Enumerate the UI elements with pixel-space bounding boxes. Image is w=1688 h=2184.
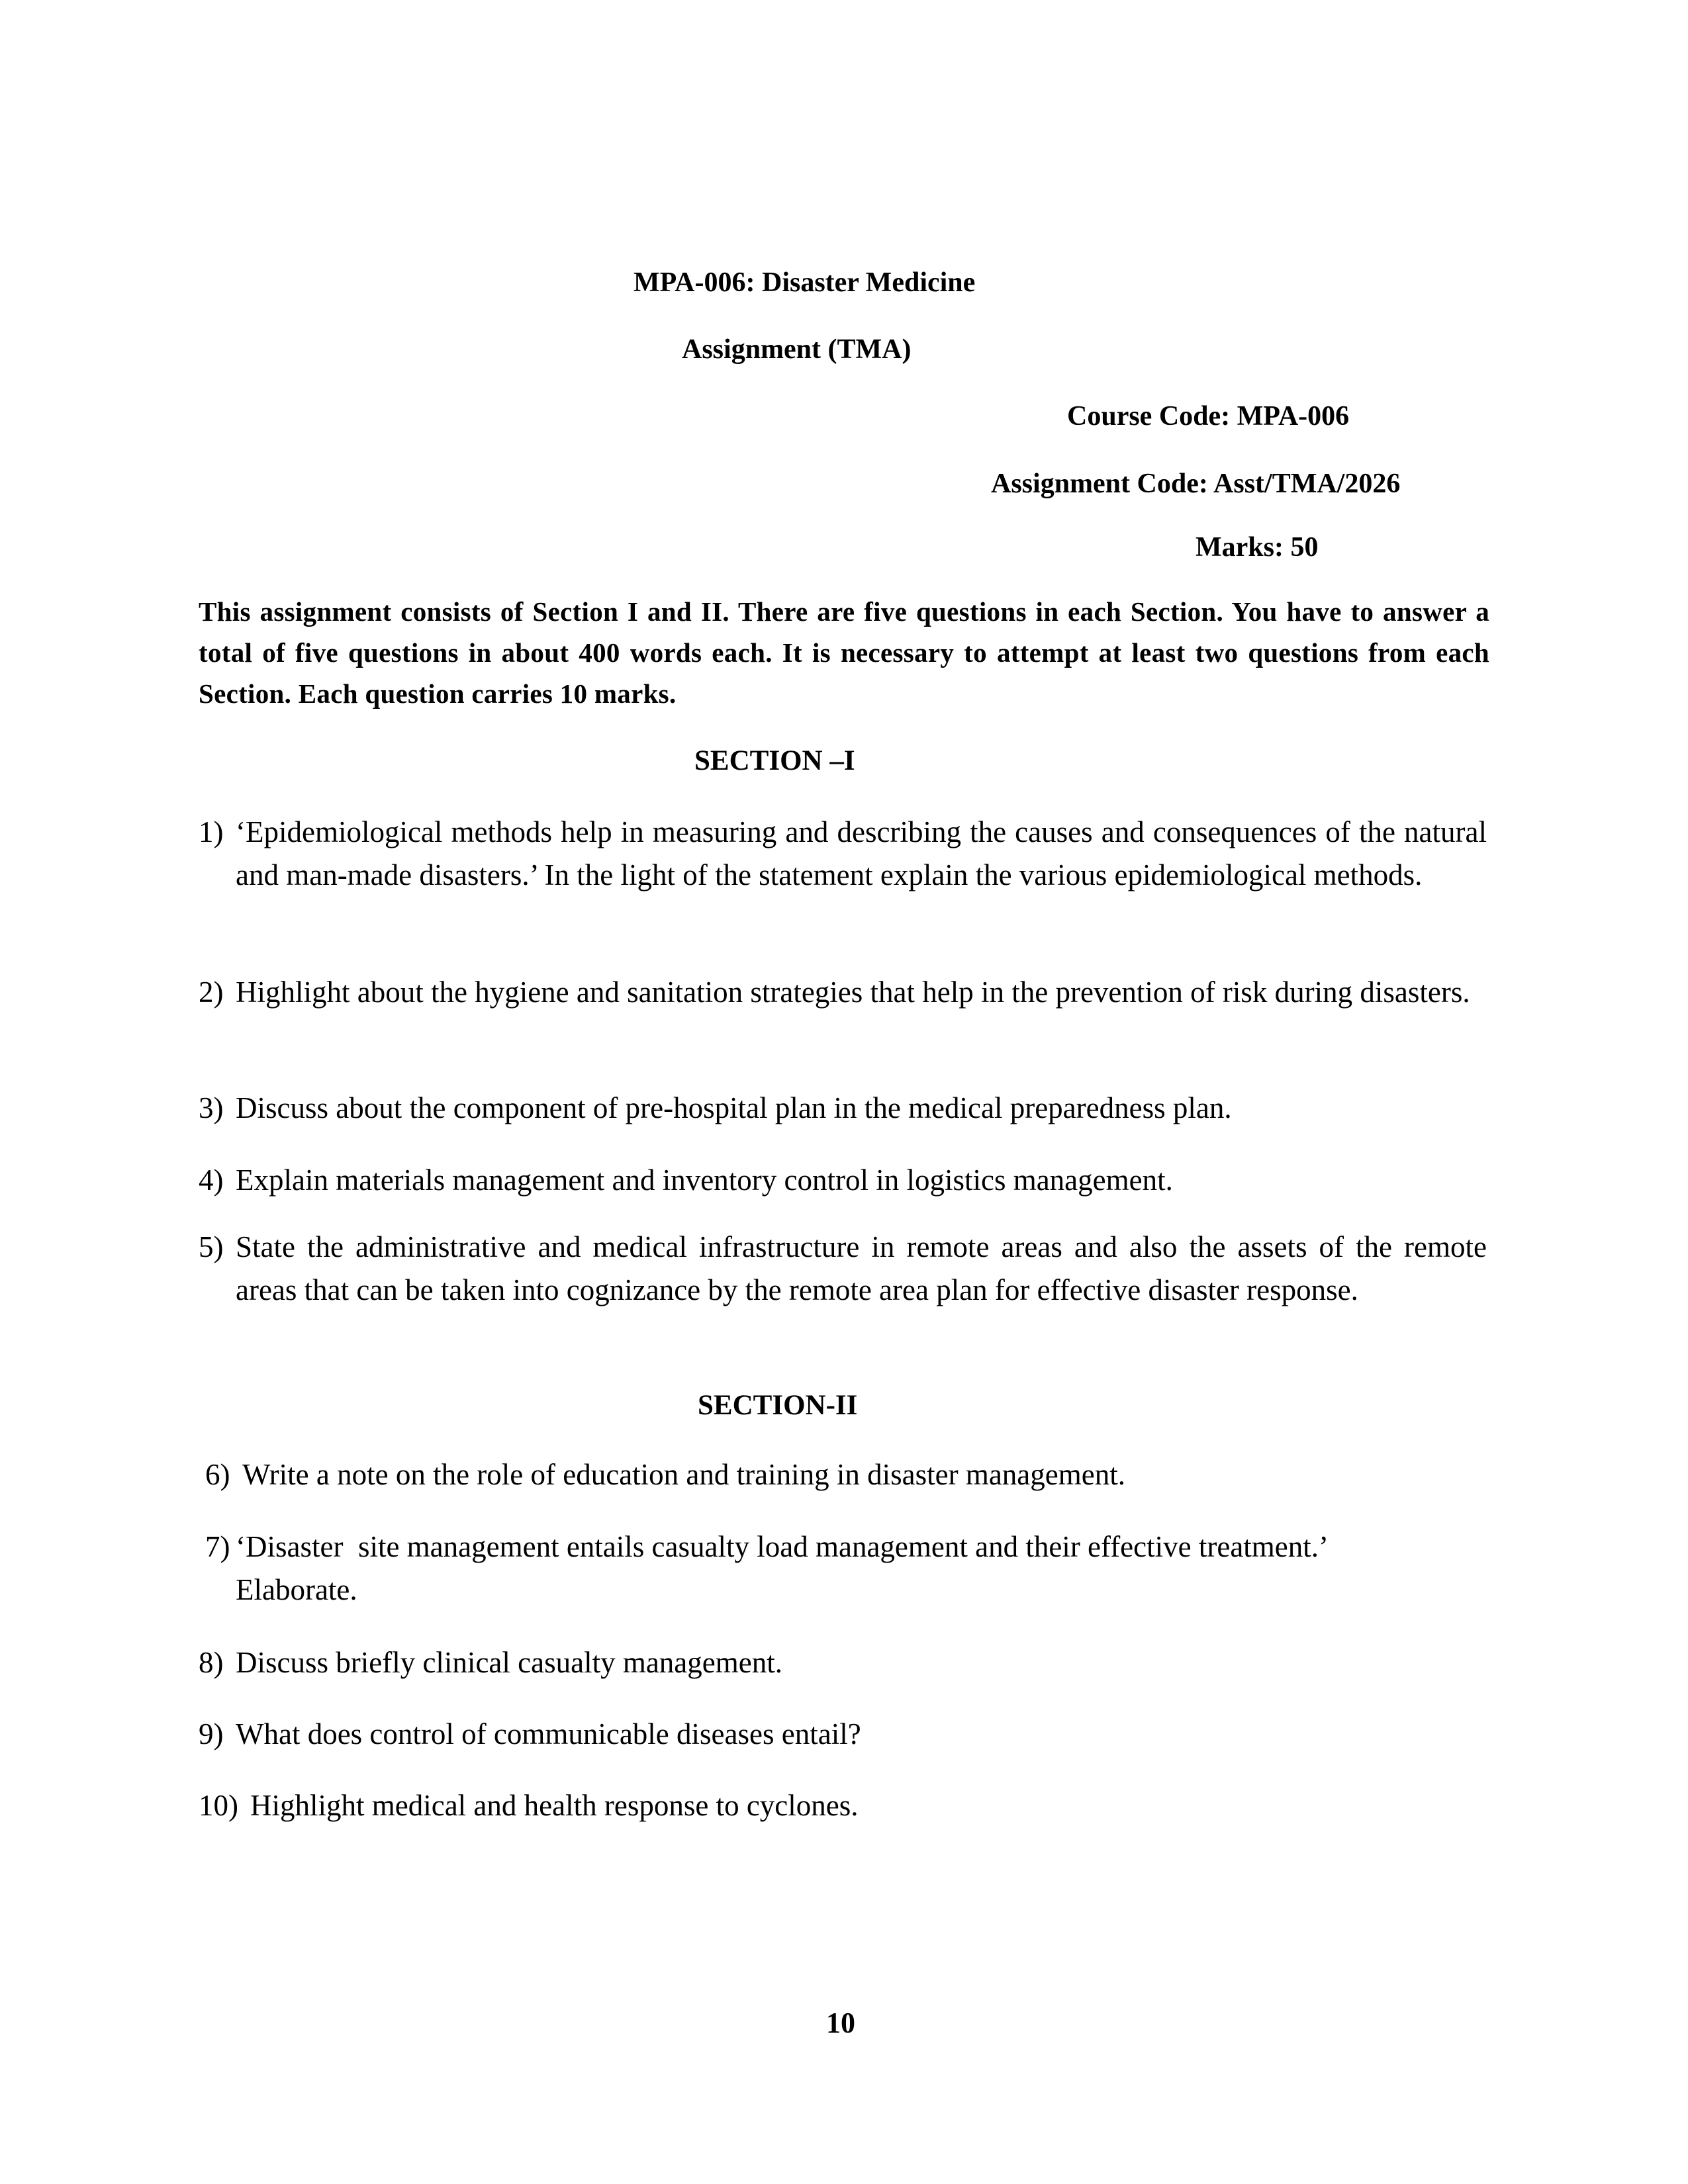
question-text: Write a note on the role of education and training in disaster management. bbox=[242, 1458, 1125, 1491]
question-number: 4) bbox=[199, 1163, 224, 1197]
instructions-paragraph: This assignment consists of Section I and II. There are five questions in each Section. You have to answer a total of five questions in about 400 words each. It is necessary to attempt at least two questions from each Section. Each question carries 10 marks. bbox=[199, 596, 1489, 709]
question-number: 10) bbox=[199, 1789, 238, 1822]
question-number: 7) bbox=[205, 1530, 230, 1563]
question-item bbox=[199, 811, 1487, 897]
section-heading-1: SECTION –I bbox=[694, 745, 855, 776]
question-item bbox=[199, 1226, 1487, 1312]
question-item bbox=[199, 971, 1487, 1014]
question-item bbox=[205, 1525, 1493, 1612]
page-number: 10 bbox=[826, 2007, 855, 2039]
question-number: 9) bbox=[199, 1717, 224, 1751]
course-code: Course Code: MPA-006 bbox=[1067, 401, 1350, 432]
question-item bbox=[199, 1784, 1487, 1827]
question-number: 3) bbox=[199, 1091, 224, 1124]
question-text: ‘Epidemiological methods help in measuring and describing the causes and consequences of the natural and man-made disasters.’ In the light of the statement explain the various epidemiological methods. bbox=[236, 815, 1487, 891]
question-item bbox=[199, 1087, 1487, 1130]
question-number: 2) bbox=[199, 976, 224, 1009]
question-text: Discuss about the component of pre-hospital plan in the medical preparedness plan. bbox=[236, 1091, 1232, 1124]
question-item bbox=[199, 1713, 1487, 1756]
question-number: 8) bbox=[199, 1646, 224, 1679]
question-item bbox=[199, 1159, 1487, 1202]
document-subtitle: Assignment (TMA) bbox=[682, 334, 912, 365]
document-title: MPA-006: Disaster Medicine bbox=[633, 267, 976, 298]
question-text: Highlight about the hygiene and sanitation strategies that help in the prevention of risk during disasters. bbox=[236, 976, 1470, 1009]
question-text: Highlight medical and health response to cyclones. bbox=[250, 1789, 859, 1822]
question-item bbox=[199, 1641, 1487, 1684]
total-marks: Marks: 50 bbox=[1196, 532, 1319, 563]
question-text: Explain materials management and inventory control in logistics management. bbox=[236, 1163, 1173, 1197]
question-number: 6) bbox=[205, 1458, 230, 1491]
question-item bbox=[205, 1453, 1493, 1496]
question-text: What does control of communicable diseases entail? bbox=[236, 1717, 861, 1751]
question-text: Discuss briefly clinical casualty management. bbox=[236, 1646, 782, 1679]
question-number: 1) bbox=[199, 815, 224, 848]
section-heading-2: SECTION-II bbox=[698, 1390, 858, 1421]
question-number: 5) bbox=[199, 1230, 224, 1263]
assignment-code: Assignment Code: Asst/TMA/2026 bbox=[991, 469, 1401, 499]
question-text: State the administrative and medical infrastructure in remote areas and also the assets of the remote areas that can be taken into cognizance by the remote area plan for effective disaster response. bbox=[236, 1230, 1487, 1306]
question-text: ‘Disaster site management entails casualty load management and their effective treatment.’ Elaborate. bbox=[236, 1530, 1334, 1606]
